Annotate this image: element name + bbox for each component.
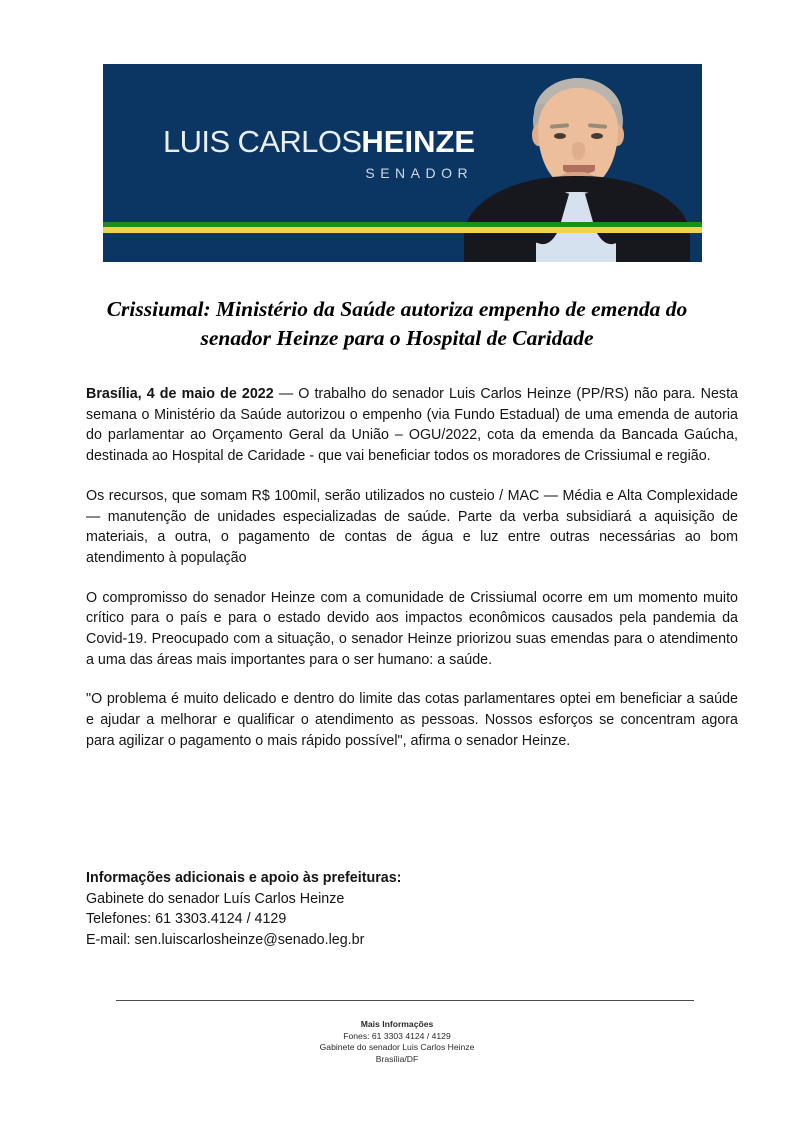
- paragraph-2: Os recursos, que somam R$ 100mil, serão utilizados no custeio / MAC — Média e Alta Complexidade — manutenção de unidades especializadas de saúde. Parte da verba subsidiará a aquisição de materiais, a outra, o pagamento de contas de água e luz entre outras necessárias ao bom atendimento à população: [86, 487, 738, 566]
- banner-logo: [163, 126, 475, 180]
- portrait-eye-left: [554, 133, 566, 139]
- contact-block: [86, 868, 646, 950]
- footer-heading: Mais Informações: [360, 1019, 434, 1029]
- footer-office: Gabinete do senador Luis Carlos Heinze: [319, 1042, 475, 1053]
- contact-phones: Telefones: 61 3303.4124 / 4129: [86, 911, 287, 927]
- footer-phones: Fones: 61 3303 4124 / 4129: [343, 1030, 451, 1041]
- banner-logo-name: [163, 126, 475, 157]
- article-body: [86, 384, 738, 752]
- footer-city: Brasília/DF: [375, 1053, 419, 1064]
- page-title: Crissiumal: Ministério da Saúde autoriza empenho de emenda do senador Heinze para o Hospital de Caridade: [106, 297, 688, 351]
- banner-flag-stripes: [103, 222, 702, 233]
- footer-divider: [116, 1000, 694, 1001]
- paragraph-4-quote: "O problema é muito delicado e dentro do limite das cotas parlamentares optei em beneficiar a saúde e ajudar a melhorar e qualificar o atendimento as pessoas. Nossos esforços se concentram agora para agilizar o pagamento o mais rápido possível", afirma o senador Heinze.: [86, 691, 738, 749]
- page-footer: [0, 1019, 794, 1065]
- contact-email: E-mail: sen.luiscarlosheinze@senado.leg.br: [86, 931, 365, 948]
- dateline: Brasília, 4 de maio de 2022: [86, 386, 274, 402]
- portrait-nose: [572, 142, 585, 160]
- banner-logo-firstname: LUIS CARLOS: [163, 124, 362, 159]
- paragraph-1-text: — O trabalho do senador Luis Carlos Heinze (PP/RS) não para. Nesta semana o Ministério da Saúde autorizou o empenho (via Fundo Estadual) de uma emenda de autoria do parlamentar ao Orçamento Geral da União – OGU/2022, cota da emenda da Bancada Gaúcha, destinada ao Hospital de Caridade - que vai beneficiar todos os moradores de Crissiumal e região.: [86, 386, 738, 465]
- contact-heading: Informações adicionais e apoio às prefeituras:: [86, 870, 402, 886]
- contact-office: Gabinete do senador Luís Carlos Heinze: [86, 890, 345, 907]
- banner-logo-subtitle: SENADOR: [365, 165, 474, 181]
- paragraph-1: [86, 384, 738, 467]
- header-banner: [103, 64, 702, 262]
- banner-logo-lastname: HEINZE: [361, 124, 476, 159]
- portrait-eye-right: [591, 133, 603, 139]
- paragraph-3: O compromisso do senador Heinze com a comunidade de Crissiumal ocorre em um momento muito crítico para o país e para o estado devido aos impactos econômicos causados pela pandemia da Covid-19. Preocupado com a situação, o senador Heinze priorizou suas emendas para o atendimento a uma das áreas mais importantes para o ser humano: a saúde.: [86, 589, 738, 668]
- stripe-yellow: [103, 227, 702, 233]
